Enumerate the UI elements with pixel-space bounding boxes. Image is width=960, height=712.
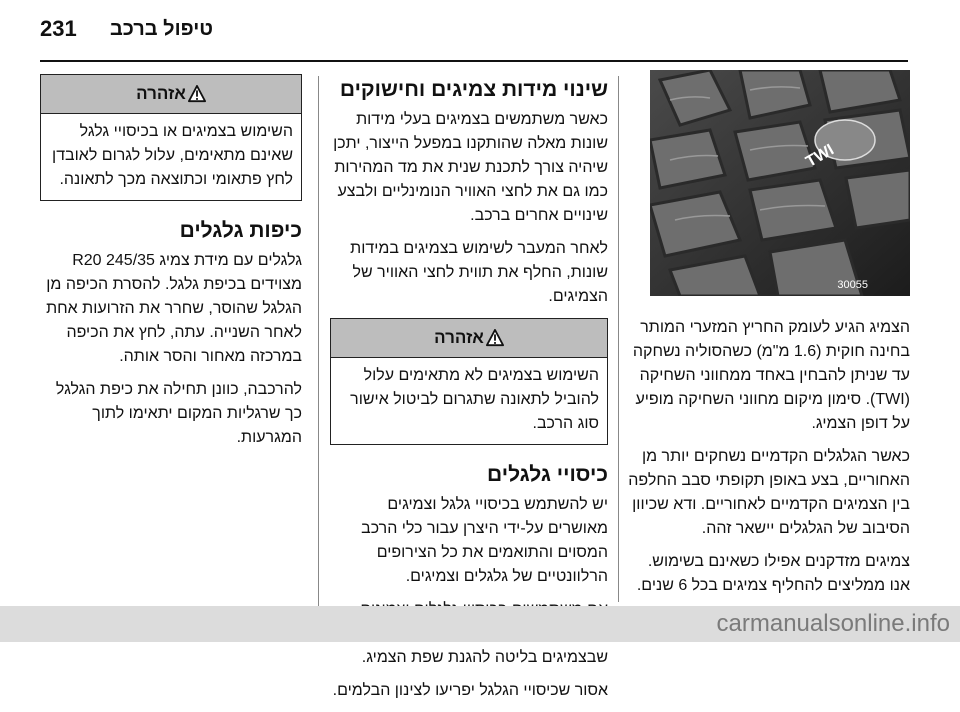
column-divider-left <box>318 76 319 606</box>
paragraph: לאחר המעבר לשימוש בצמיגים במידות שונות, החלף את תווית לחצי האוויר של הצמיגים. <box>350 240 608 305</box>
warning-box <box>40 74 302 201</box>
section-heading: כיסויי גלגלים <box>487 463 608 486</box>
section-heading: כיפות גלגלים <box>179 219 302 242</box>
image-code: 30055 <box>837 279 868 291</box>
left-column <box>40 74 302 459</box>
footer-bar <box>0 606 960 642</box>
paragraph: גלגלים עם מידת צמיג 245/35 R20 מצוידים בכיפת גלגל. להסרת הכיפה מן הגלגל שהוסר, שחרר את הזרועות אחת לאחר השנייה. עתה, לחץ את הכיפה במרכזה מאחור והסר אותה. <box>46 252 302 365</box>
page-number: 231 <box>40 16 77 41</box>
tire-tread-illustration <box>650 70 910 296</box>
header-rule <box>40 60 908 62</box>
warning-text: השימוש בצמיגים או בכיסויי גלגל שאינם מתאימים, עלול לגרום לאובדן לחץ פתאומי וכתוצאה מכך לתאונה. <box>52 123 293 188</box>
warning-header <box>331 319 607 358</box>
warning-triangle-icon <box>188 85 206 103</box>
column-divider-right <box>618 76 619 602</box>
footer-watermark[interactable]: carmanualsonline.info <box>716 610 950 637</box>
warning-title: אזהרה <box>434 328 484 347</box>
paragraph: צמיגים מזדקנים אפילו כשאינם בשימוש. אנו ממליצים להחליף צמיגים בכל 6 שנים. <box>636 553 910 594</box>
paragraph: שבצמיגים בליטה להגנת שפת הצמיג. <box>361 649 608 666</box>
page-header <box>0 0 960 60</box>
warning-box <box>330 318 608 445</box>
paragraph: אסור שכיסויי הגלגל יפריעו לצינון הבלמים. <box>332 682 608 699</box>
chapter-title: טיפול ברכב <box>110 18 214 40</box>
warning-text: השימוש בצמיגים לא מתאימים עלול להוביל לתאונה שתגרום לביטול אישור סוג הרכב. <box>350 367 599 432</box>
paragraph: כאשר הגלגלים הקדמיים נשחקים יותר מן האחוריים, בצע באופן תקופתי סבב החלפה בין הצמיגים הקדמיים לאחוריים. ודא שכיוון הסיבוב של הגלגלים יישאר זהה. <box>628 448 910 537</box>
twi-label: TWI <box>803 141 838 171</box>
section-heading: שינוי מידות צמיגים וחישוקים <box>339 78 608 101</box>
warning-header <box>41 75 301 114</box>
warning-triangle-icon <box>486 329 504 347</box>
paragraph: כאשר משתמשים בצמיגים בעלי מידות שונות מאלה שהותקנו במפעל הייצור, יתכן שיהיה צורך לתכנת שנית את מד המהירות כמו גם את לחצי האוויר הנומינליים ולבצע שינויים אחרים ברכב. <box>333 111 608 224</box>
paragraph: להרכבה, כוונן תחילה את כיפת הגלגל כך שרגליות המקום יתאימו לתוך המגרעות. <box>55 381 302 446</box>
warning-title: אזהרה <box>136 84 186 103</box>
right-column <box>628 70 910 607</box>
paragraph: הצמיג הגיע לעומק החריץ המזערי המותר בחינה חוקית (1.6 מ"מ) כשהסוליה נשחקה עד שניתן להבחין באחד ממחווני השחיקה (TWI). סימון מיקום מחווני השחיקה מופיע על דופן הצמיג. <box>632 319 910 432</box>
paragraph: יש להשתמש בכיסויי גלגל וצמיגים מאושרים על-ידי היצרן עבור כלי הרכב המסוים והתואמים את כל הצירופים הרלוונטיים של גלגלים וצמיגים. <box>361 496 608 585</box>
